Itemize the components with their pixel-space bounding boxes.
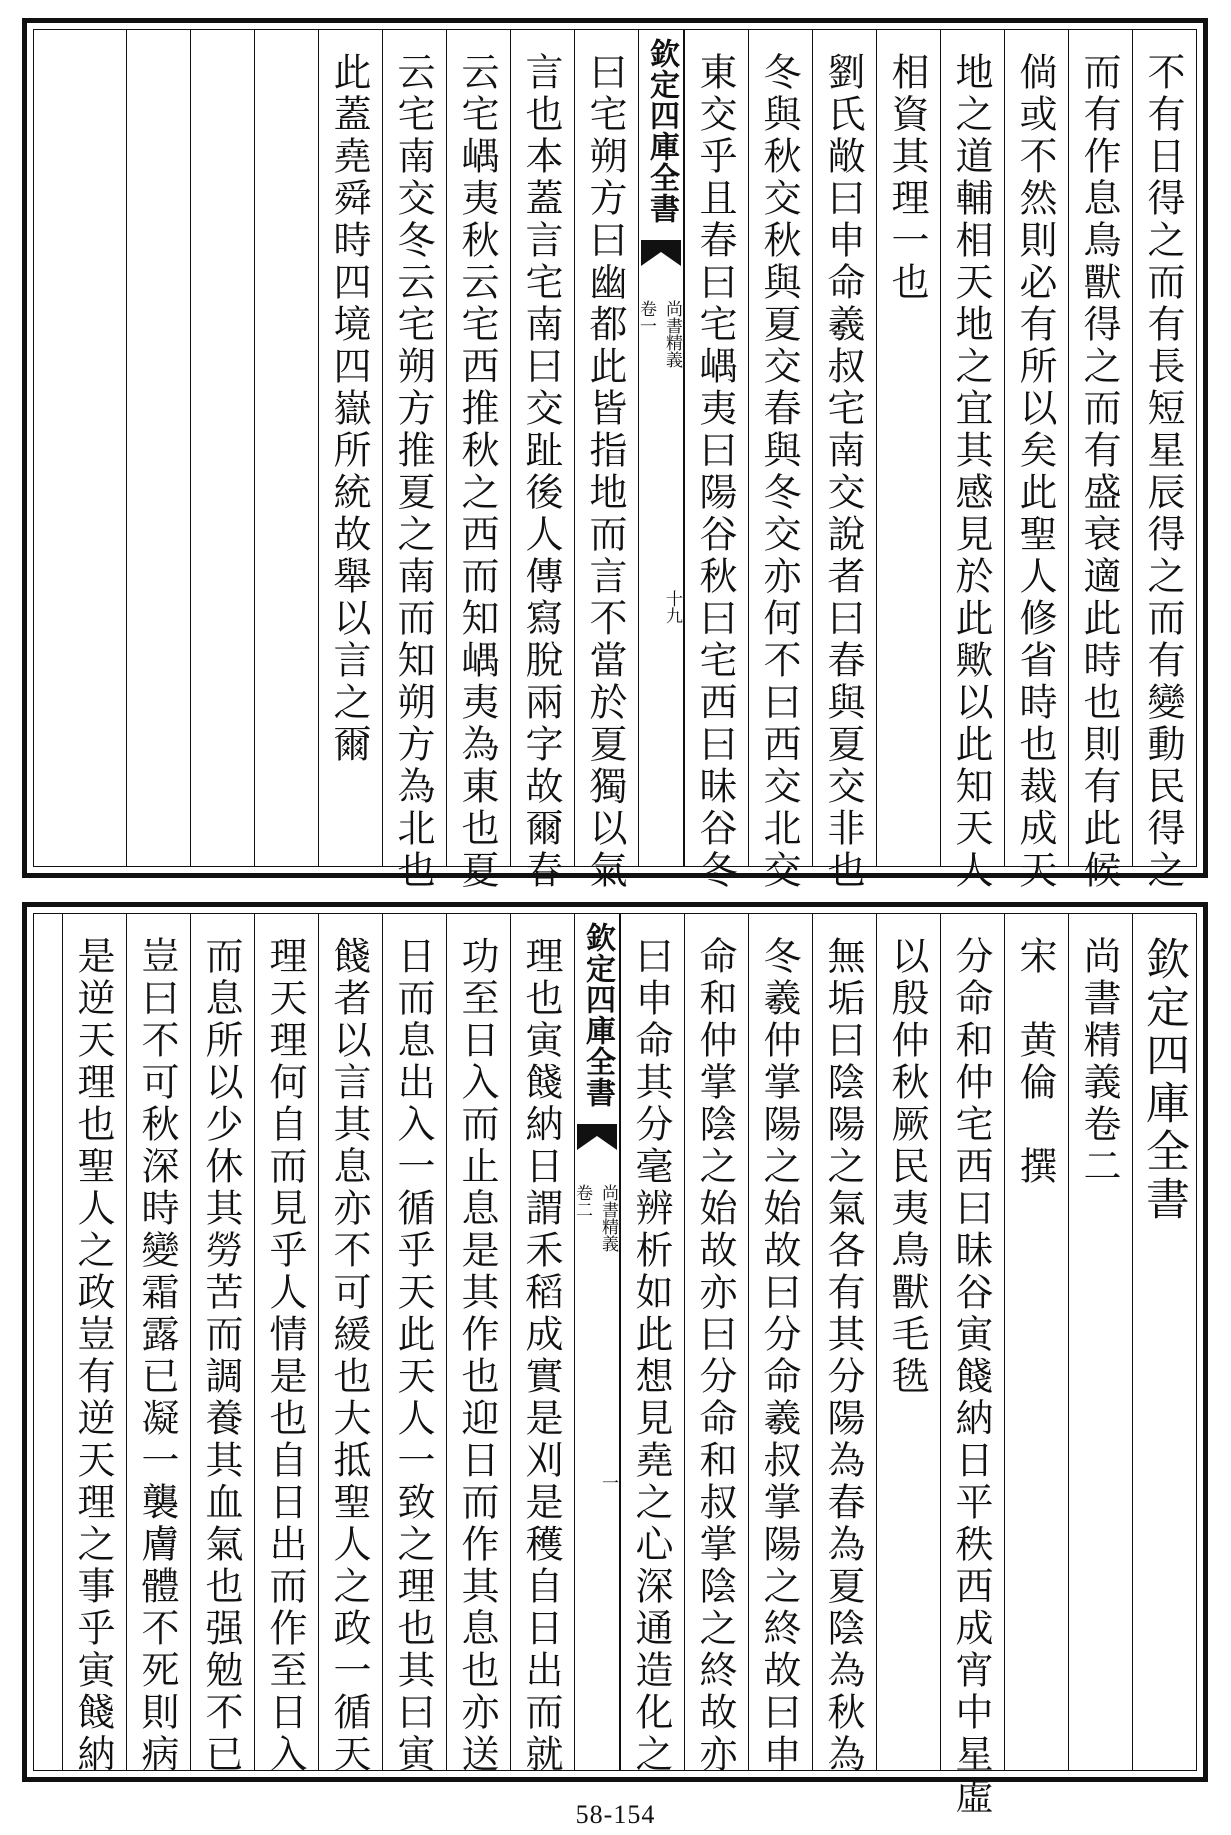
column-text: 劉氏敞曰申命羲叔宅南交說者曰春與夏交非也 — [821, 52, 865, 892]
column-text: 理天理何自而見乎人情是也自日出而作至日入 — [263, 936, 307, 1776]
text-column — [510, 30, 574, 892]
column-text: 以殷仲秋厥民夷鳥獸毛毨 — [885, 936, 929, 1398]
text-column — [62, 914, 126, 1776]
text-column — [1132, 30, 1196, 892]
text-column — [620, 914, 684, 1776]
text-column — [940, 914, 1004, 1818]
gutter-title: 欽定四庫全書 — [580, 922, 615, 1108]
column-text: 冬與秋交秋與夏交春與冬交亦何不曰西交北交 — [757, 52, 801, 892]
column-text: 欽定四庫全書 — [1138, 936, 1189, 1224]
text-column — [446, 914, 510, 1776]
column-text: 不有日得之而有長短星辰得之而有變動民得之 — [1141, 52, 1185, 892]
column-text: 而有作息鳥獸得之而有盛衰適此時也則有此候 — [1077, 52, 1121, 892]
column-text: 而息所以少休其勞苦而調養其血氣也强勉不已 — [199, 936, 243, 1776]
text-column — [812, 914, 876, 1776]
column-text: 言也本蓋言宅南曰交趾後人傳寫脫兩字故爾春 — [519, 52, 563, 892]
text-column — [126, 30, 190, 866]
text-column — [876, 30, 940, 866]
column-text: 云宅嵎夷秋云宅西推秋之西而知嵎夷為東也夏 — [455, 52, 499, 892]
page-footer-number: 58-154 — [575, 1800, 656, 1829]
text-column — [574, 30, 638, 892]
column-text: 無垢曰陰陽之氣各有其分陽為春為夏陰為秋為 — [821, 936, 865, 1776]
text-column — [190, 30, 254, 866]
top-page — [22, 18, 1208, 892]
center-gutter — [574, 914, 620, 1770]
text-column — [876, 914, 940, 1770]
text-column — [254, 914, 318, 1776]
gutter-page-number: 十九 — [662, 590, 682, 624]
gutter-title: 欽定四庫全書 — [644, 38, 679, 224]
text-column — [748, 30, 812, 892]
gutter-book-name: 尚書精義 — [662, 300, 682, 368]
gutter-book-name: 尚書精義 — [598, 1184, 618, 1252]
text-column — [190, 914, 254, 1776]
column-text: 東交乎且春曰宅嵎夷曰陽谷秋曰宅西曰昧谷冬 — [693, 52, 737, 892]
column-text: 地之道輔相天地之宜其感見於此歟以此知天人 — [949, 52, 993, 892]
column-text: 尚書精義卷二 — [1077, 936, 1121, 1188]
column-text: 理也寅餞納日謂禾稻成實是刈是穫自日出而就 — [519, 936, 563, 1776]
text-column — [126, 914, 190, 1776]
text-column — [1004, 30, 1068, 892]
top-page-frame — [33, 29, 1197, 892]
text-column — [684, 30, 748, 892]
text-column — [1068, 30, 1132, 892]
column-text: 宋 黄倫 撰 — [1013, 936, 1057, 1188]
column-text: 倘或不然則必有所以矣此聖人修省時也裁成天 — [1013, 52, 1057, 892]
column-text: 豈曰不可秋深時變霜露已凝一襲膚體不死則病 — [135, 936, 179, 1776]
fishtail-mark-icon — [577, 1124, 617, 1150]
column-text: 餞者以言其息亦不可緩也大抵聖人之政一循天 — [327, 936, 371, 1776]
text-column — [510, 914, 574, 1776]
column-text: 功至日入而止息是其作也迎日而作其息也亦送 — [455, 936, 499, 1776]
column-text: 此蓋堯舜時四境四嶽所統故舉以言之爾 — [327, 52, 371, 766]
text-column — [382, 30, 446, 892]
column-text: 是逆天理也聖人之政豈有逆天理之事乎寅餞納 — [71, 936, 115, 1776]
column-text: 相資其理一也 — [885, 52, 929, 304]
column-text: 冬羲仲掌陽之始故曰分命羲叔掌陽之終故曰申 — [757, 936, 801, 1776]
text-column — [940, 30, 1004, 892]
text-column — [684, 914, 748, 1776]
text-column — [446, 30, 510, 892]
column-text: 云宅南交冬云宅朔方推夏之南而知朔方為北也 — [391, 52, 435, 892]
text-column — [318, 914, 382, 1776]
text-column — [1004, 914, 1068, 1770]
text-column — [812, 30, 876, 892]
gutter-volume: 卷一 — [636, 300, 656, 334]
column-text: 命和仲掌陰之始故亦曰分命和叔掌陰之終故亦 — [693, 936, 737, 1776]
text-column — [748, 914, 812, 1776]
text-column — [382, 914, 446, 1776]
text-column — [318, 30, 382, 866]
text-column — [1132, 914, 1196, 1770]
gutter-volume: 卷二 — [572, 1184, 592, 1218]
column-text: 日而息出入一循乎天此天人一致之理也其曰寅 — [391, 936, 435, 1776]
text-column — [1068, 914, 1132, 1770]
fishtail-mark-icon — [641, 240, 681, 266]
column-text: 曰宅朔方曰幽都此皆指地而言不當於夏獨以氣 — [583, 52, 627, 892]
column-text: 分命和仲宅西曰昧谷寅餞納日平秩西成宵中星虛 — [949, 936, 993, 1818]
text-column — [254, 30, 318, 866]
center-gutter — [638, 30, 684, 866]
gutter-page-number: 一 — [598, 1474, 618, 1491]
column-text: 曰申命其分毫辨析如此想見堯之心深通造化之 — [629, 936, 673, 1776]
